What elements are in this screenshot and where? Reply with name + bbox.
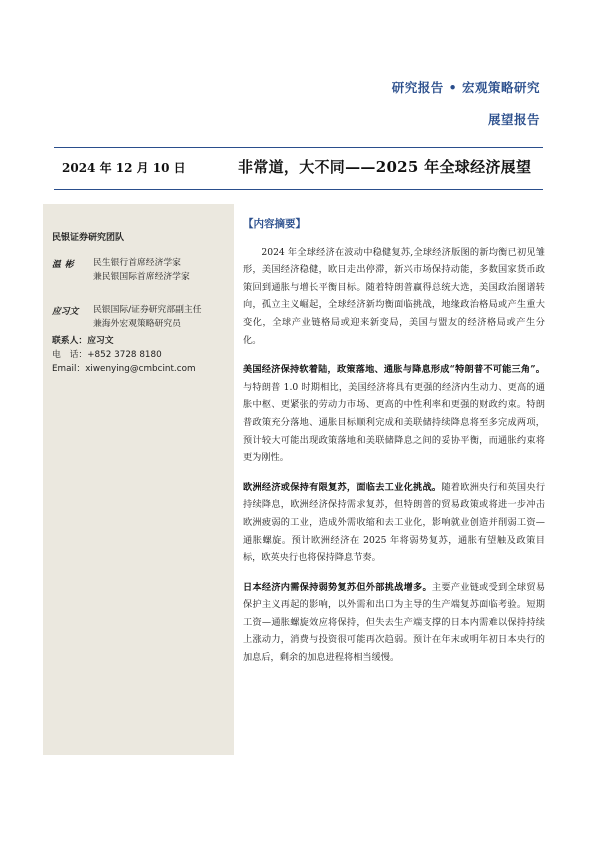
contact-phone: 电 话：+852 3728 8180 [52,350,162,360]
section-body: 随着欧洲央行和英国央行持续降息，欧洲经济保持需求复苏，但特朗普的贸易政策或将进一步冲击欧洲疲弱的工业，造成外需收缩和去工业化，影响就业创造并削弱工资—通胀螺旋。预计欧洲经济在 2025 年将弱势复苏，通胀有望触及政策目标，欧英央行也将保持降息节奏。 [243,481,546,564]
report-category: 研究报告 • 宏观策略研究 [391,80,540,95]
report-type: 展望报告 [487,112,540,127]
contact-email[interactable]: Email：xiwenying@cmbcint.com [52,364,196,374]
section-paragraph [243,361,545,467]
analyst-role-line: 兼民银国际首席经济学家 [93,271,190,282]
section-lead: 美国经济保持软着陆，政策落地、通胀与降息形成“特朗普不可能三角”。 [243,364,545,376]
title-bar [54,147,543,190]
analyst-role-line: 民银国际/证券研究部副主任 [93,305,202,315]
contact-block [52,334,196,376]
team-title: 民银证券研究团队 [52,233,125,243]
contact-name: 联系人：应习文 [52,336,114,346]
summary-content [243,216,545,679]
analyst-role [93,304,228,331]
section-paragraph [243,479,545,567]
section-lead: 欧洲经济或保持有限复苏，面临去工业化挑战。 [243,481,442,493]
analyst-role-line: 兼海外宏观策略研究员 [93,318,181,329]
analyst-role-line: 民生银行首席经济学家 [93,258,181,268]
analyst-role [93,257,228,284]
research-team-sidebar [43,204,234,755]
intro-paragraph: 2024 年全球经济在波动中稳健复苏,全球经济版图的新均衡已初见雏形，美国经济稳健，欧日走出停滞，新兴市场保持动能，多数国家货币政策回到通胀与增长平衡目标。随着特朗普赢得总统大选，美国政治图谱转向，孤立主义崛起，全球经济新均衡面临挑战，地缘政治格局或产生重大变化，全球产业链格局或迎来新变局，美国与盟友的经济格局或产生分化。 [243,246,545,346]
section-paragraph [243,579,545,667]
section-body: 主要产业链或受到全球贸易保护主义再起的影响，以外需和出口为主导的生产端复苏面临考验。短期工资—通胀螺旋效应将保持，但失去生产端支撑的日本内需难以保持持续上涨动力，消费与投资很可能再次趋弱。预计在年末或明年初日本央行的加息后，剩余的加息进程将相当缓慢。 [243,581,546,664]
analyst-name: 应习文 [52,307,79,317]
section-body: 与特朗普 1.0 时期相比，美国经济将具有更强的经济内生动力、更高的通胀中枢、更紧张的劳动力市场、更高的中性利率和更强的财政约束。特朗普政策充分落地、通胀目标顺利完成和美联储持续降息将至多完成两项，预计较大可能出现政策落地和美联储降息之间的妥协平衡，而通胀约束将更为刚性。 [243,381,545,464]
section-lead: 日本经济内需保持弱势复苏但外部挑战增多。 [243,581,432,593]
summary-heading: 【内容摘要】 [243,218,306,230]
analyst-name: 温彬 [52,260,78,270]
report-date: 2024 年 12 月 10 日 [62,161,186,175]
report-title: 非常道，大不同——2025 年全球经济展望 [238,158,532,176]
